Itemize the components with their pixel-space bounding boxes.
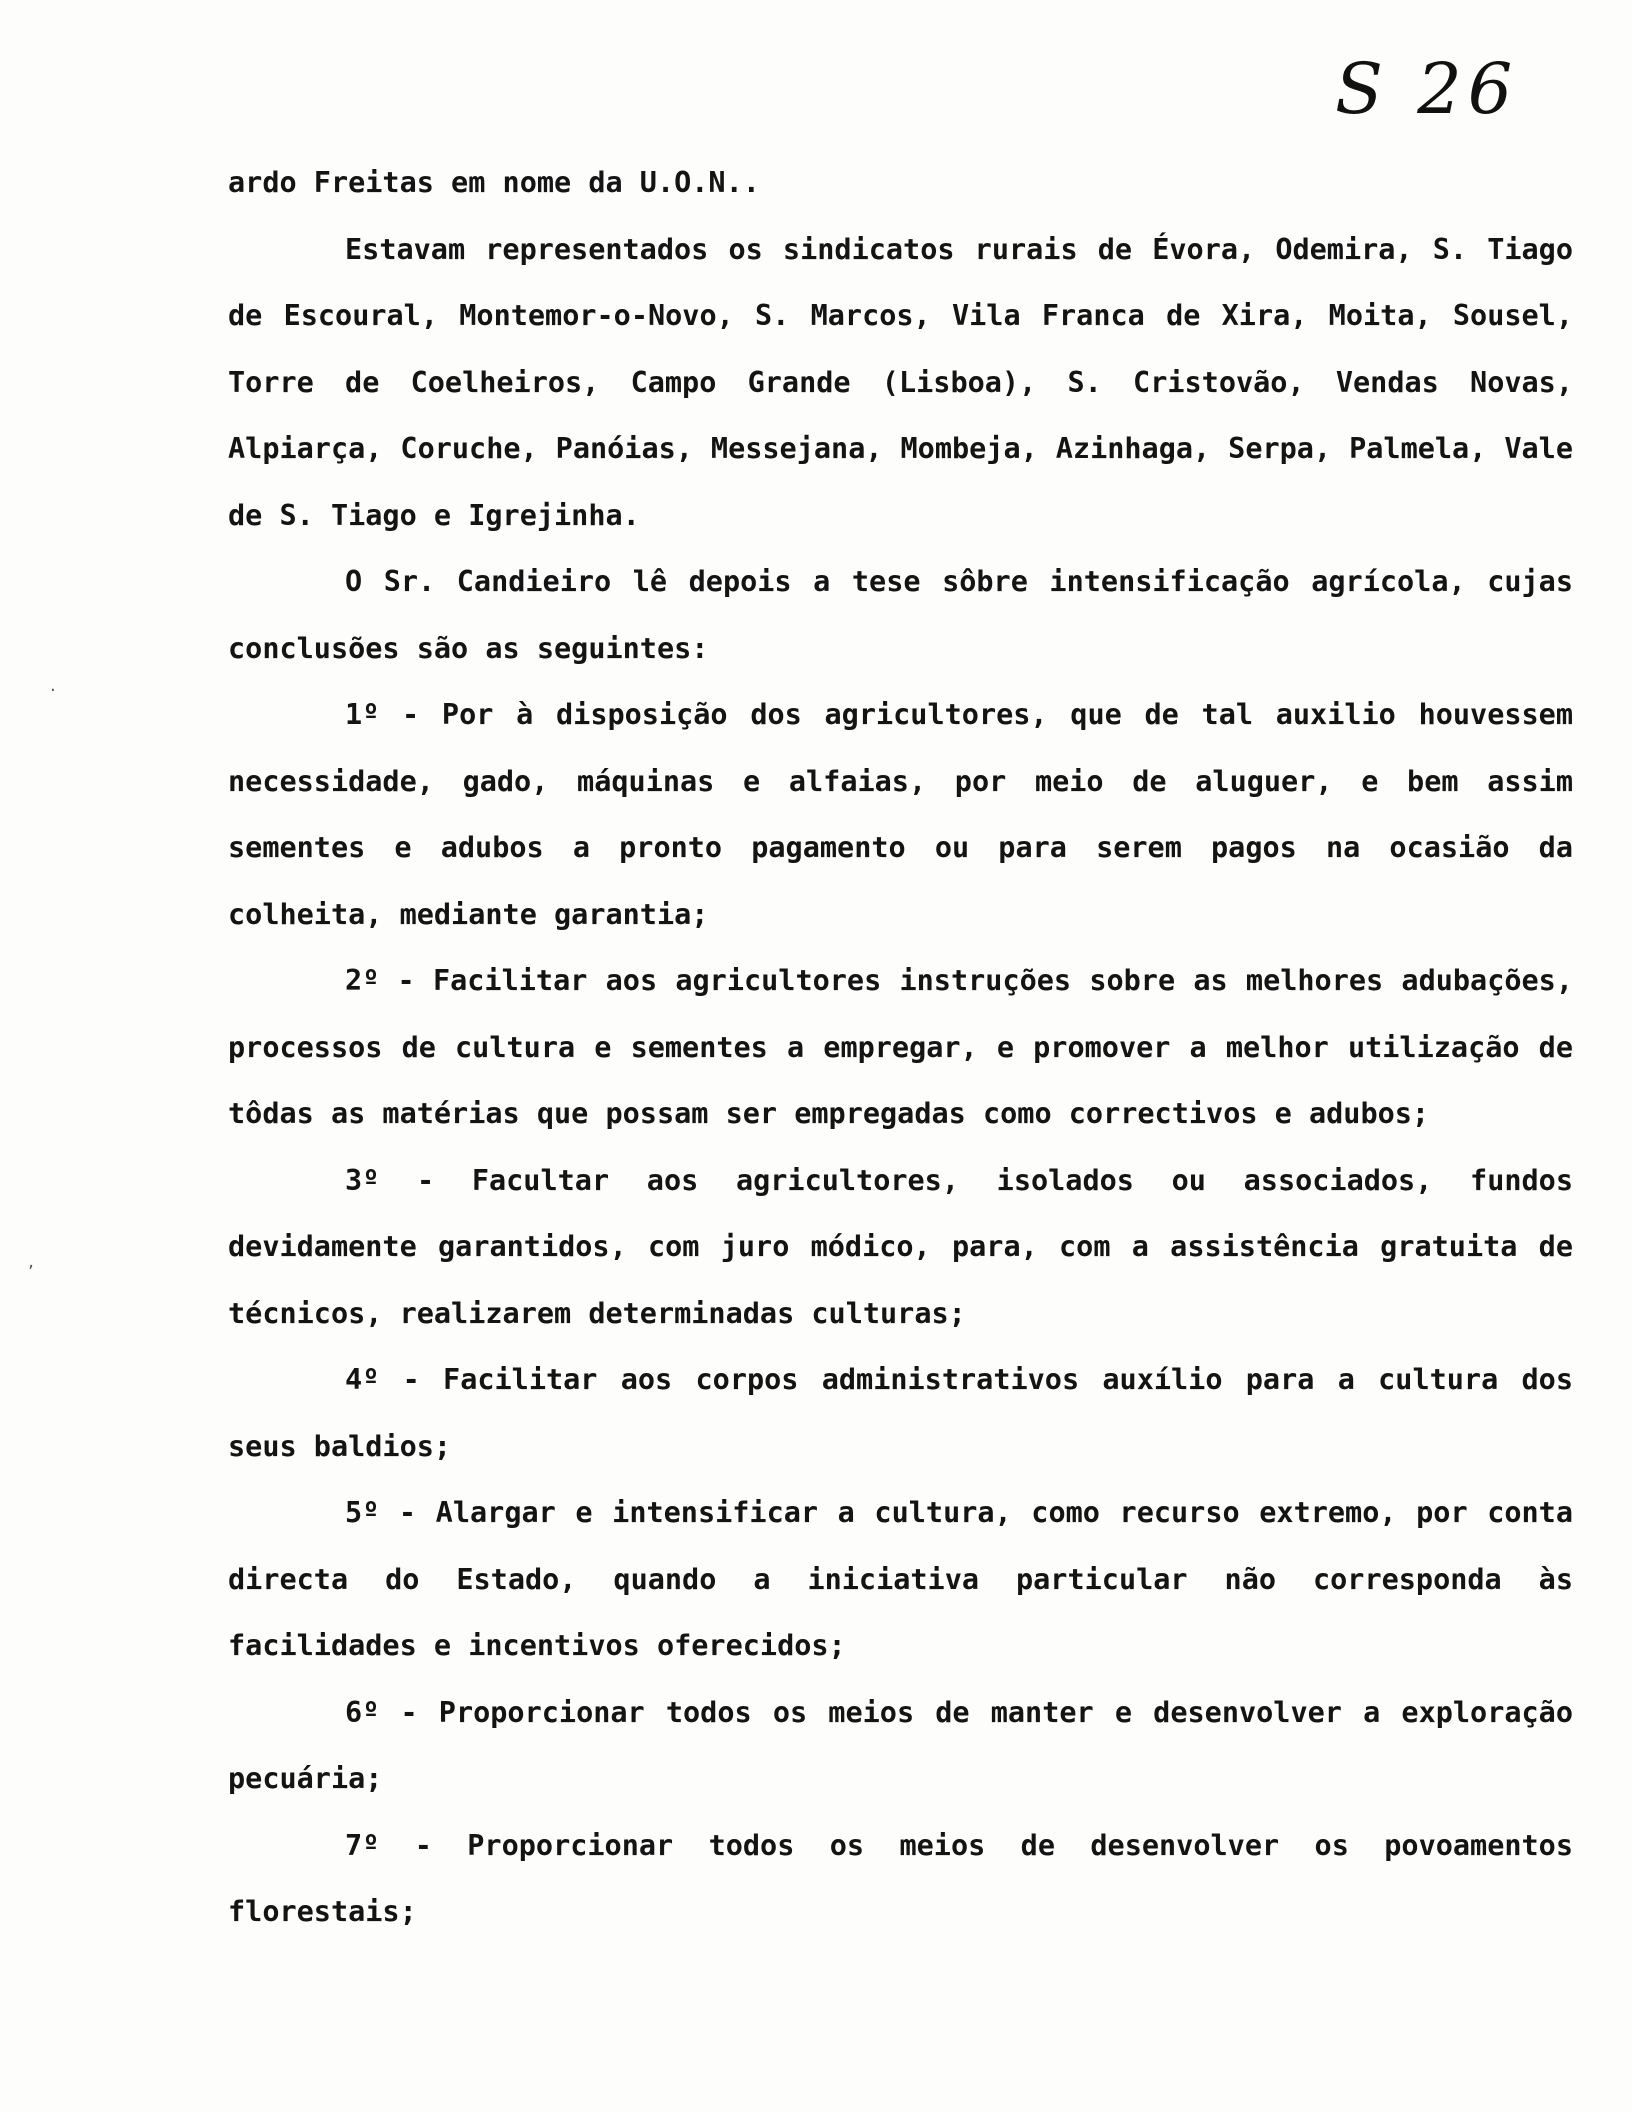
conclusion-item-7: 7º - Proporcionar todos os meios de desenvolver os povoamentos florestais; bbox=[228, 1828, 1573, 1928]
conclusion-item-1: 1º - Por à disposição dos agricultores, que de tal auxilio houvessem necessidade, gado, máquinas e alfaias, por meio de aluguer, e bem assim sementes e adubos a pronto pagamento ou para serem pagos na ocasião da colheita, mediante garantia; bbox=[228, 698, 1573, 931]
page-number: S 26 bbox=[1335, 48, 1519, 130]
conclusion-item-3: 3º - Facultar aos agricultores, isolados ou associados, fundos devidamente garantidos, com juro módico, para, com a assistência gratuita de técnicos, realizarem determinadas culturas; bbox=[228, 1163, 1573, 1330]
document-body bbox=[228, 150, 1573, 1946]
conclusion-item-6: 6º - Proporcionar todos os meios de manter e desenvolver a exploração pecuária; bbox=[228, 1695, 1573, 1795]
scan-speck: · bbox=[50, 680, 56, 701]
paragraph-continuation: ardo Freitas em nome da U.O.N.. bbox=[228, 166, 760, 199]
paragraph-syndicates: Estavam representados os sindicatos rurais de Évora, Odemira, S. Tiago de Escoural, Montemor-o-Novo, S. Marcos, Vila Franca de Xira, Moita, Sousel, Torre de Coelheiros, Campo Grande (Lisboa), S. Cristovão, Vendas Novas, Alpiarça, Coruche, Panóias, Messejana, Mombeja, Azinhaga, Serpa, Palmela, Vale de S. Tiago e Igrejinha. bbox=[228, 232, 1573, 532]
conclusion-item-2: 2º - Facilitar aos agricultores instruções sobre as melhores adubações, processos de cultura e sementes a empregar, e promover a melhor utilização de tôdas as matérias que possam ser empregadas como correctivos e adubos; bbox=[228, 964, 1573, 1130]
conclusion-item-5: 5º - Alargar e intensificar a cultura, como recurso extremo, por conta directa do Estado, quando a iniciativa particular não corresponda às facilidades e incentivos oferecidos; bbox=[228, 1496, 1573, 1662]
paragraph-thesis-intro: O Sr. Candieiro lê depois a tese sôbre intensificação agrícola, cujas conclusões são as seguintes: bbox=[228, 565, 1573, 665]
conclusion-item-4: 4º - Facilitar aos corpos administrativos auxílio para a cultura dos seus baldios; bbox=[228, 1363, 1573, 1463]
scan-speck: ʼ bbox=[28, 1262, 34, 1283]
